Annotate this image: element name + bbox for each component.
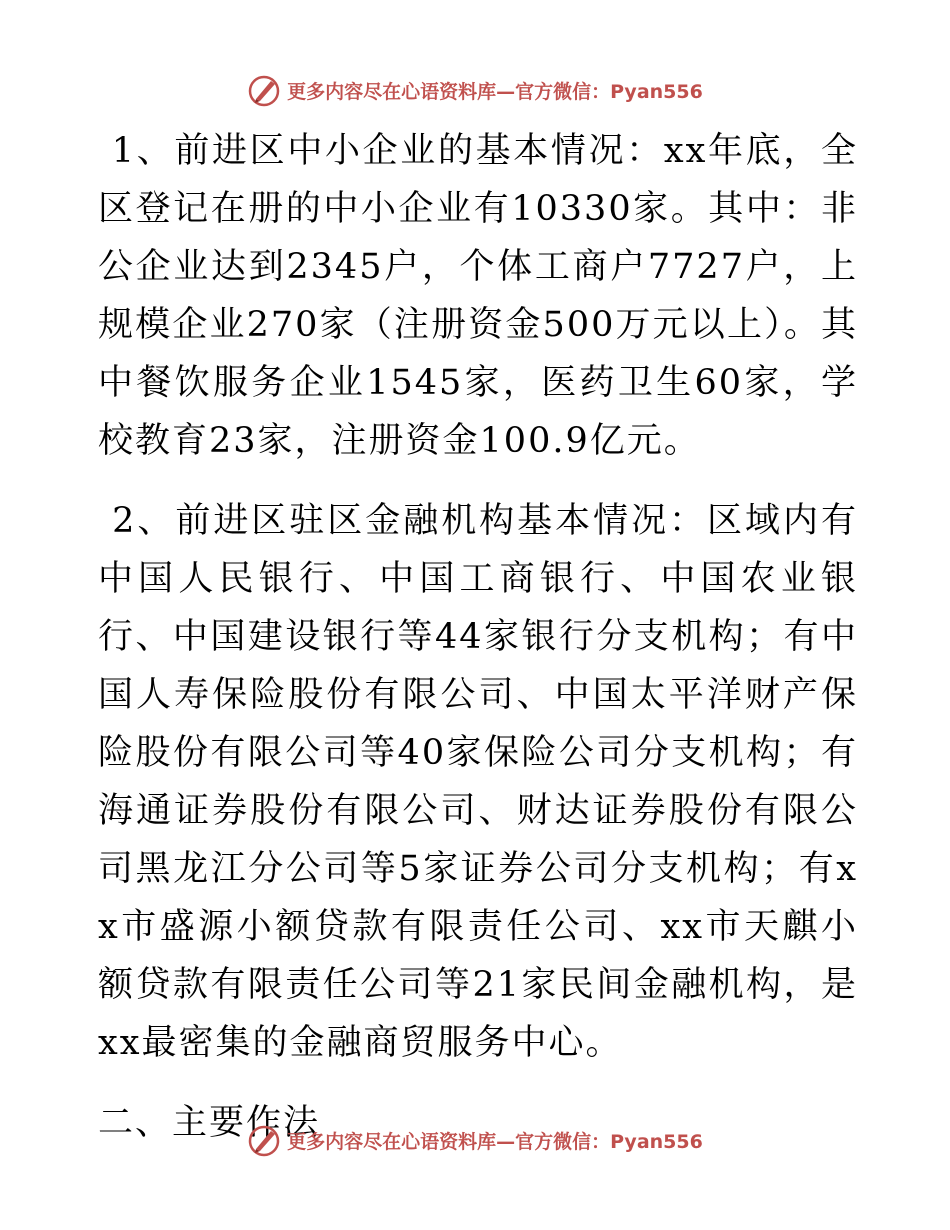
pen-logo-icon — [247, 1123, 281, 1157]
header-banner — [0, 70, 950, 110]
section-heading: 二、主要作法 — [98, 1103, 321, 1143]
document-body — [98, 122, 858, 1152]
banner-text: 更多内容尽在心语资料库—官方微信：Pyan556 — [287, 80, 703, 103]
pen-logo-icon — [247, 73, 281, 107]
banner-text: 更多内容尽在心语资料库—官方微信：Pyan556 — [287, 1130, 703, 1153]
paragraph-2: 2、前进区驻区金融机构基本情况：区域内有中国人民银行、中国工商银行、中国农业银行、中国建设银行等44家银行分支机构；有中国人寿保险股份有限公司、中国太平洋财产保险股份有限公司等40家保险公司分支机构；有海通证券股份有限公司、财达证券股份有限公司黑龙江分公司等5家证券公司分支机构；有xx市盛源小额贷款有限责任公司、xx市天麒小额贷款有限责任公司等21家民间金融机构，是xx最密集的金融商贸服务中心。 — [98, 501, 858, 1063]
footer-banner — [0, 1120, 950, 1160]
paragraph-1: 1、前进区中小企业的基本情况：xx年底，全区登记在册的中小企业有10330家。其中：非公企业达到2345户，个体工商户7727户，上规模企业270家（注册资金500万元以上）。其中餐饮服务企业1545家，医药卫生60家，学校教育23家，注册资金100.9亿元。 — [98, 131, 858, 461]
